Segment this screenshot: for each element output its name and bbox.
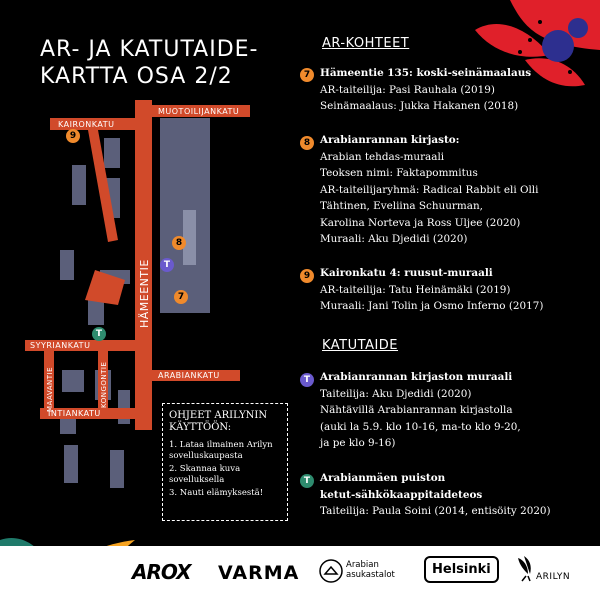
instruction-step: 3. Nauti elämyksestä!	[169, 488, 264, 498]
entry-line: Seinämaalaus: Jukka Hakanen (2018)	[320, 100, 519, 112]
ar-entry-8	[320, 132, 595, 248]
entry-line: Tähtinen, Eveliina Schuurman,	[320, 200, 483, 212]
entry-title: ketut-sähkökaappitaideteos	[320, 488, 483, 501]
building	[104, 138, 120, 168]
sponsor-footer	[0, 546, 600, 600]
instruction-step: 1. Lataa ilmainen Arilyn sovelluskaupasta	[169, 440, 273, 461]
entry-line: Arabian tehdas-muraali	[320, 150, 445, 163]
entry-line: Taiteilija: Aku Djedidi (2020)	[320, 387, 472, 400]
legend-marker-9: 9	[300, 269, 314, 283]
arabian-logo-line: asukastalot	[346, 570, 395, 580]
entry-line: AR-taiteilijaryhmä: Radical Rabbit eli Olli	[320, 183, 539, 196]
label-kaironkatu: KAIRONKATU	[58, 120, 115, 129]
entry-title: Arabianrannan kirjaston muraali	[320, 371, 513, 383]
building	[110, 450, 124, 488]
entry-line: Muraali: Jani Tolin ja Osmo Inferno (2017)	[320, 300, 544, 312]
legend-marker-t-purple: T	[300, 373, 314, 387]
entry-line: (auki la 5.9. klo 10-16, ma-to klo 9-20,	[320, 420, 521, 433]
ar-section-heading: AR-KOHTEET	[322, 36, 410, 51]
arabian-house-icon	[318, 558, 344, 584]
legend-marker-t-green: T	[300, 474, 314, 488]
building	[72, 165, 86, 205]
label-muotoilijankatu: MUOTOILIJANKATU	[158, 107, 240, 116]
entry-title: Arabianmäen puiston	[320, 472, 446, 484]
legend-marker-8: 8	[300, 136, 314, 150]
arilyn-bird-icon	[516, 554, 536, 582]
title-line-2: KARTTA OSA 2/2	[40, 64, 233, 89]
map-marker-7[interactable]: 7	[174, 290, 188, 304]
entry-line: ja pe klo 9-16)	[320, 437, 396, 449]
label-hameentie: HÄMEENTIE	[138, 259, 151, 328]
label-syyriankatu: SYYRIANKATU	[30, 341, 91, 350]
entry-title: Arabianrannan kirjasto:	[320, 134, 460, 146]
entry-title: Kaironkatu 4: ruusut-muraali	[320, 267, 493, 279]
street-art-entry-library	[320, 369, 595, 452]
entry-line: AR-taiteilija: Pasi Rauhala (2019)	[320, 83, 495, 96]
map-marker-t-green[interactable]: T	[92, 327, 106, 341]
legend-marker-7: 7	[300, 68, 314, 82]
instruction-step: 2. Skannaa kuva sovelluksella	[169, 464, 241, 485]
map-marker-9[interactable]: 9	[66, 129, 80, 143]
entry-line: Taiteilija: Paula Soini (2014, entisöity 2020)	[320, 505, 551, 517]
entry-line: Muraali: Aku Djedidi (2020)	[320, 233, 468, 245]
entry-line: AR-taiteilija: Tatu Heinämäki (2019)	[320, 283, 511, 296]
map-marker-8[interactable]: 8	[172, 236, 186, 250]
arabian-asukastalot-logo	[346, 560, 395, 580]
entry-title: Hämeentie 135: koski-seinämaalaus	[320, 67, 532, 79]
street-art-entry-park	[320, 470, 595, 520]
arilyn-instructions	[162, 403, 288, 521]
entry-line: Nähtävillä Arabianrannan kirjastolla	[320, 404, 513, 416]
label-arabiankatu: ARABIANKATU	[158, 371, 220, 380]
map-marker-t-purple[interactable]: T	[160, 258, 174, 272]
varma-logo: VARMA	[218, 562, 300, 584]
library-tower	[183, 210, 196, 265]
building	[62, 370, 84, 392]
label-maavantie: MAAVANTIE	[46, 367, 54, 412]
arabian-logo-line: Arabian	[346, 560, 379, 570]
instructions-heading: OHJEET ARILYNIN KÄYTTÖÖN:	[169, 410, 268, 433]
arilyn-logo: ARILYN	[536, 572, 571, 582]
title-line-1: AR- JA KATUTAIDE-	[40, 37, 259, 62]
label-kongontie: KONGONTIE	[100, 361, 108, 408]
street-art-heading: KATUTAIDE	[322, 338, 399, 353]
ar-entry-9	[320, 265, 595, 315]
page-title	[40, 36, 259, 90]
entry-line: Teoksen nimi: Faktapommitus	[320, 167, 478, 179]
entry-line: Karolina Norteva ja Ross Uljee (2020)	[320, 216, 521, 229]
building	[60, 250, 74, 280]
arox-logo: AROX	[132, 560, 191, 584]
label-intiankatu: INTIANKATU	[48, 409, 101, 418]
building	[64, 445, 78, 483]
ar-entry-7	[320, 65, 595, 115]
helsinki-logo: Helsinki	[424, 556, 499, 583]
